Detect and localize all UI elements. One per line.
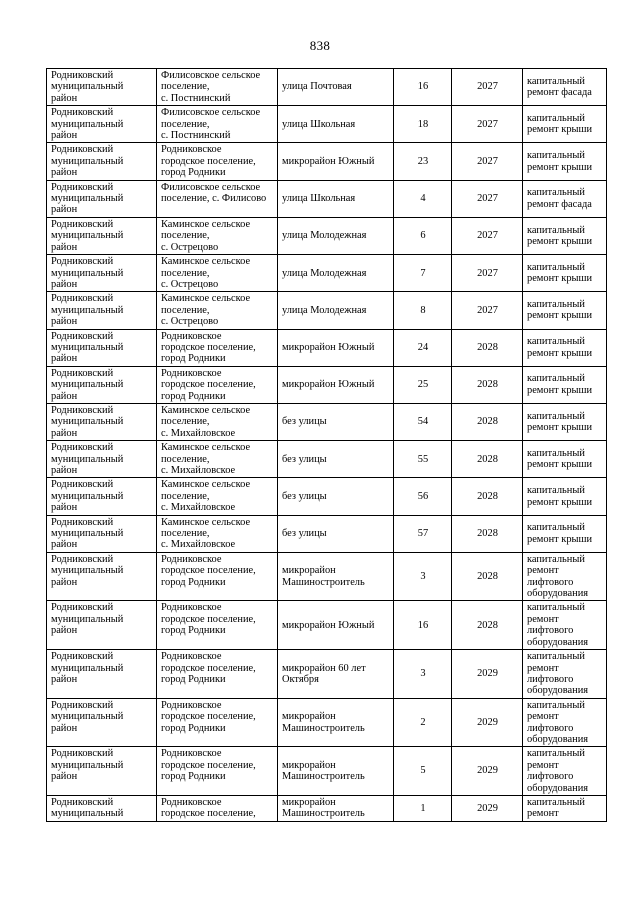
district-cell: Родниковский муниципальный район (47, 255, 157, 292)
house-number-cell: 25 (394, 366, 452, 403)
house-number-cell: 7 (394, 255, 452, 292)
work-type-cell: капитальный ремонт лифтового оборудования (523, 601, 607, 650)
street-cell: улица Школьная (278, 106, 394, 143)
housing-repair-table (46, 68, 607, 822)
table-row (47, 552, 607, 601)
settlement-cell: Каминское сельское поселение, с. Михайловское (157, 478, 278, 515)
street-cell: улица Молодежная (278, 217, 394, 254)
street-cell: микрорайон Южный (278, 143, 394, 180)
table-row (47, 478, 607, 515)
year-cell: 2028 (452, 441, 523, 478)
house-number-cell: 6 (394, 217, 452, 254)
settlement-cell: Родниковское городское поселение, (157, 795, 278, 821)
year-cell: 2027 (452, 69, 523, 106)
table-row (47, 292, 607, 329)
street-cell: микрорайон Южный (278, 366, 394, 403)
settlement-cell: Филисовское сельское поселение, с. Филисово (157, 180, 278, 217)
table-body (47, 69, 607, 822)
house-number-cell: 2 (394, 698, 452, 747)
street-cell: микрорайон Машиностроитель (278, 747, 394, 796)
work-type-cell: капитальный ремонт крыши (523, 478, 607, 515)
street-cell: без улицы (278, 441, 394, 478)
year-cell: 2028 (452, 601, 523, 650)
house-number-cell: 5 (394, 747, 452, 796)
house-number-cell: 1 (394, 795, 452, 821)
street-cell: без улицы (278, 478, 394, 515)
settlement-cell: Родниковское городское поселение, город Родники (157, 329, 278, 366)
table-row (47, 601, 607, 650)
table-row (47, 650, 607, 699)
house-number-cell: 16 (394, 601, 452, 650)
street-cell: микрорайон Южный (278, 329, 394, 366)
year-cell: 2027 (452, 255, 523, 292)
table-row (47, 403, 607, 440)
work-type-cell: капитальный ремонт лифтового оборудования (523, 552, 607, 601)
district-cell: Родниковский муниципальный район (47, 217, 157, 254)
settlement-cell: Родниковское городское поселение, город Родники (157, 552, 278, 601)
year-cell: 2028 (452, 329, 523, 366)
house-number-cell: 24 (394, 329, 452, 366)
year-cell: 2027 (452, 180, 523, 217)
settlement-cell: Каминское сельское поселение, с. Острецово (157, 255, 278, 292)
year-cell: 2029 (452, 650, 523, 699)
street-cell: без улицы (278, 515, 394, 552)
year-cell: 2029 (452, 795, 523, 821)
table-row (47, 795, 607, 821)
year-cell: 2029 (452, 698, 523, 747)
district-cell: Родниковский муниципальный район (47, 650, 157, 699)
street-cell: микрорайон Южный (278, 601, 394, 650)
street-cell: микрорайон Машиностроитель (278, 552, 394, 601)
house-number-cell: 16 (394, 69, 452, 106)
settlement-cell: Родниковское городское поселение, город Родники (157, 698, 278, 747)
work-type-cell: капитальный ремонт крыши (523, 106, 607, 143)
year-cell: 2028 (452, 403, 523, 440)
district-cell: Родниковский муниципальный район (47, 366, 157, 403)
district-cell: Родниковский муниципальный район (47, 143, 157, 180)
work-type-cell: капитальный ремонт крыши (523, 217, 607, 254)
street-cell: без улицы (278, 403, 394, 440)
table-row (47, 441, 607, 478)
year-cell: 2029 (452, 747, 523, 796)
year-cell: 2028 (452, 515, 523, 552)
settlement-cell: Родниковское городское поселение, город Родники (157, 143, 278, 180)
work-type-cell: капитальный ремонт фасада (523, 69, 607, 106)
street-cell: улица Молодежная (278, 255, 394, 292)
district-cell: Родниковский муниципальный район (47, 747, 157, 796)
year-cell: 2027 (452, 106, 523, 143)
settlement-cell: Каминское сельское поселение, с. Михайловское (157, 441, 278, 478)
house-number-cell: 54 (394, 403, 452, 440)
district-cell: Родниковский муниципальный район (47, 552, 157, 601)
table-row (47, 217, 607, 254)
district-cell: Родниковский муниципальный район (47, 329, 157, 366)
district-cell: Родниковский муниципальный район (47, 292, 157, 329)
work-type-cell: капитальный ремонт крыши (523, 292, 607, 329)
house-number-cell: 56 (394, 478, 452, 515)
year-cell: 2028 (452, 552, 523, 601)
settlement-cell: Филисовское сельское поселение, с. Постнинский (157, 106, 278, 143)
house-number-cell: 57 (394, 515, 452, 552)
work-type-cell: капитальный ремонт крыши (523, 403, 607, 440)
house-number-cell: 23 (394, 143, 452, 180)
district-cell: Родниковский муниципальный район (47, 403, 157, 440)
table-row (47, 143, 607, 180)
year-cell: 2028 (452, 478, 523, 515)
work-type-cell: капитальный ремонт крыши (523, 143, 607, 180)
page-number: 838 (309, 38, 331, 53)
table-row (47, 698, 607, 747)
table-row (47, 69, 607, 106)
street-cell: улица Молодежная (278, 292, 394, 329)
district-cell: Родниковский муниципальный район (47, 441, 157, 478)
settlement-cell: Каминское сельское поселение, с. Острецово (157, 292, 278, 329)
house-number-cell: 18 (394, 106, 452, 143)
street-cell: микрорайон Машиностроитель (278, 698, 394, 747)
house-number-cell: 3 (394, 650, 452, 699)
table-row (47, 255, 607, 292)
district-cell: Родниковский муниципальный (47, 795, 157, 821)
work-type-cell: капитальный ремонт лифтового оборудования (523, 698, 607, 747)
year-cell: 2027 (452, 217, 523, 254)
work-type-cell: капитальный ремонт лифтового оборудования (523, 650, 607, 699)
street-cell: улица Почтовая (278, 69, 394, 106)
district-cell: Родниковский муниципальный район (47, 601, 157, 650)
work-type-cell: капитальный ремонт крыши (523, 515, 607, 552)
settlement-cell: Родниковское городское поселение, город Родники (157, 601, 278, 650)
year-cell: 2027 (452, 143, 523, 180)
settlement-cell: Каминское сельское поселение, с. Острецово (157, 217, 278, 254)
settlement-cell: Родниковское городское поселение, город Родники (157, 366, 278, 403)
year-cell: 2028 (452, 366, 523, 403)
house-number-cell: 4 (394, 180, 452, 217)
work-type-cell: капитальный ремонт фасада (523, 180, 607, 217)
street-cell: микрорайон Машиностроитель (278, 795, 394, 821)
district-cell: Родниковский муниципальный район (47, 106, 157, 143)
settlement-cell: Каминское сельское поселение, с. Михайловское (157, 515, 278, 552)
work-type-cell: капитальный ремонт крыши (523, 255, 607, 292)
table-row (47, 329, 607, 366)
table-row (47, 515, 607, 552)
work-type-cell: капитальный ремонт крыши (523, 329, 607, 366)
settlement-cell: Каминское сельское поселение, с. Михайловское (157, 403, 278, 440)
district-cell: Родниковский муниципальный район (47, 698, 157, 747)
district-cell: Родниковский муниципальный район (47, 180, 157, 217)
district-cell: Родниковский муниципальный район (47, 69, 157, 106)
house-number-cell: 3 (394, 552, 452, 601)
table-row (47, 366, 607, 403)
work-type-cell: капитальный ремонт крыши (523, 366, 607, 403)
street-cell: улица Школьная (278, 180, 394, 217)
table-row (47, 747, 607, 796)
district-cell: Родниковский муниципальный район (47, 478, 157, 515)
year-cell: 2027 (452, 292, 523, 329)
settlement-cell: Родниковское городское поселение, город Родники (157, 747, 278, 796)
settlement-cell: Родниковское городское поселение, город Родники (157, 650, 278, 699)
house-number-cell: 8 (394, 292, 452, 329)
work-type-cell: капитальный ремонт (523, 795, 607, 821)
work-type-cell: капитальный ремонт лифтового оборудования (523, 747, 607, 796)
table-row (47, 180, 607, 217)
district-cell: Родниковский муниципальный район (47, 515, 157, 552)
house-number-cell: 55 (394, 441, 452, 478)
street-cell: микрорайон 60 лет Октября (278, 650, 394, 699)
work-type-cell: капитальный ремонт крыши (523, 441, 607, 478)
table-row (47, 106, 607, 143)
settlement-cell: Филисовское сельское поселение, с. Постнинский (157, 69, 278, 106)
